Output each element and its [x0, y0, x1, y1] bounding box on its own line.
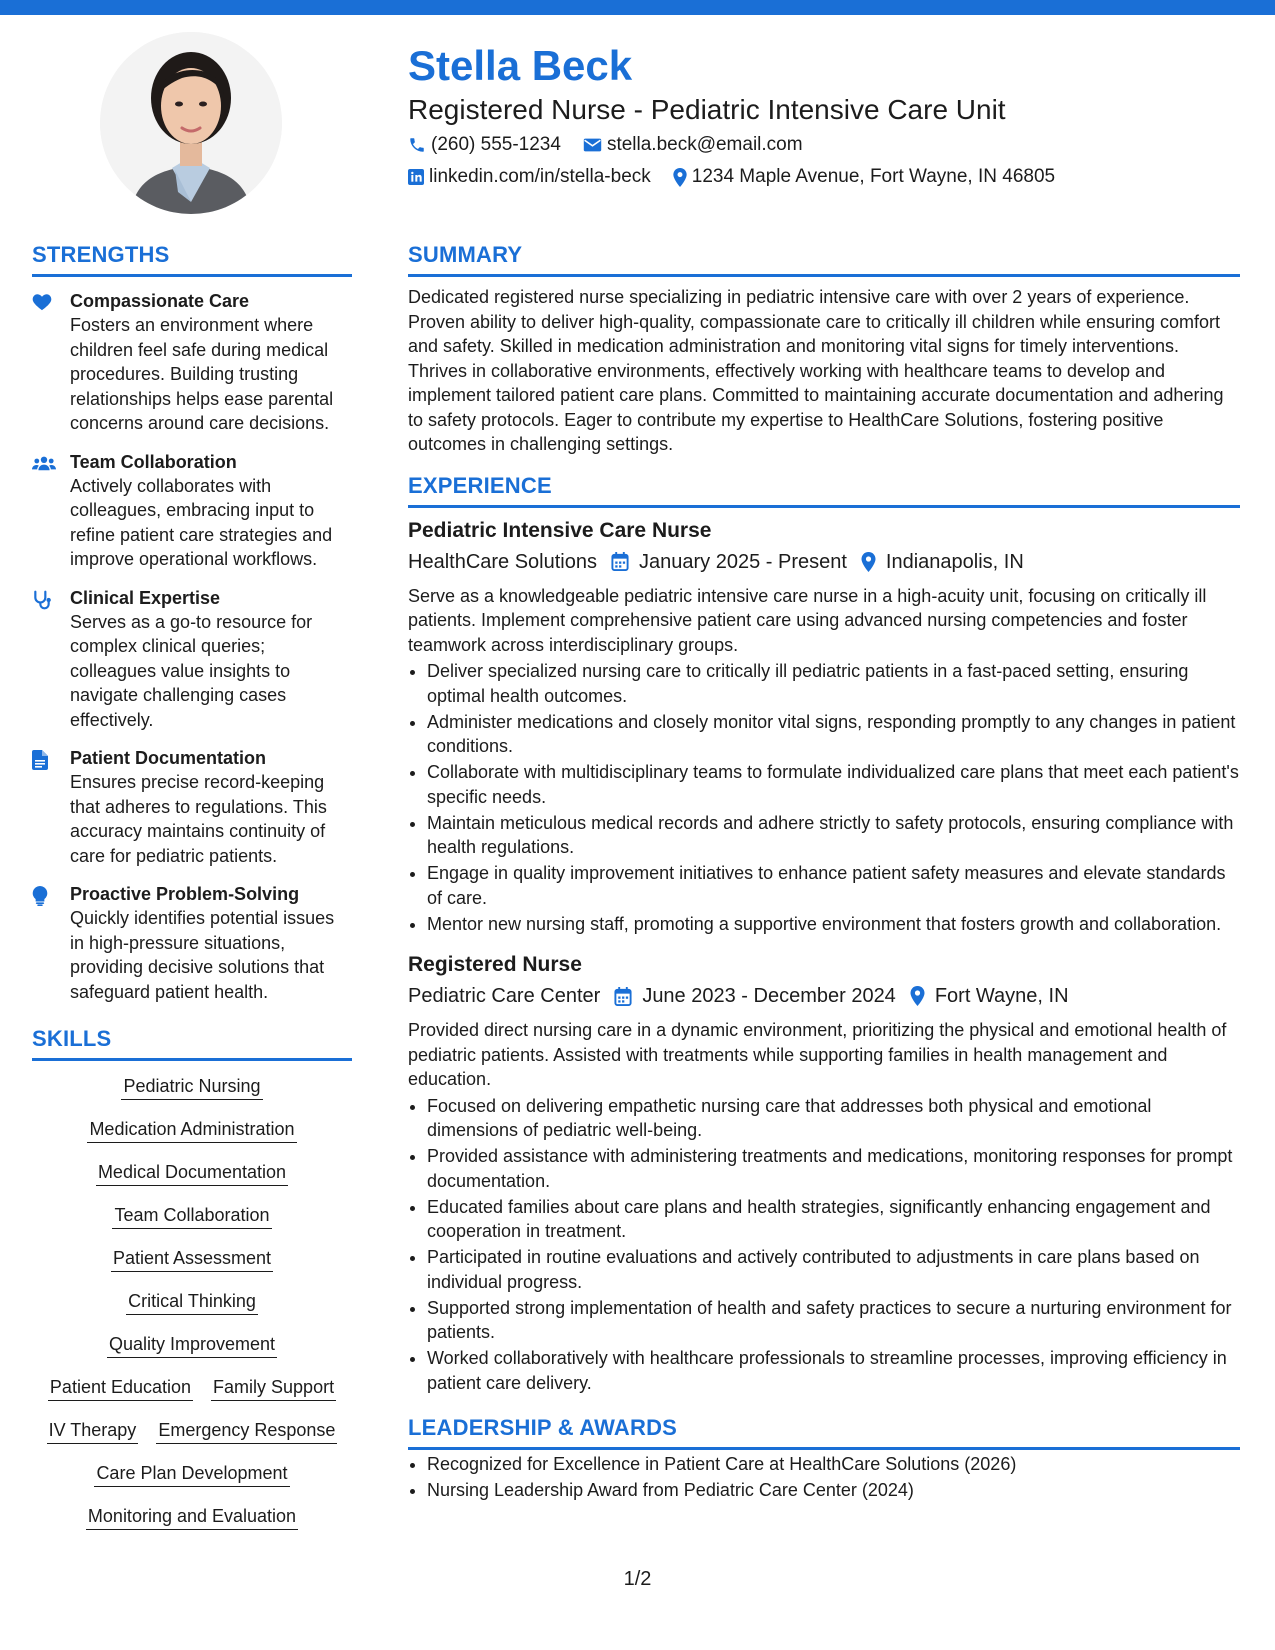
- strength-item: [32, 746, 352, 868]
- job-title: Registered Nurse: [408, 953, 582, 976]
- job-bullet: • Supported strong implementation of health and safety practices to secure a nurturing environment for patients.: [427, 1296, 1240, 1345]
- right-column: [408, 242, 1240, 1504]
- candidate-title: Registered Nurse - Pediatric Intensive Care Unit: [408, 94, 1006, 125]
- job-bullet: • Worked collaboratively with healthcare professionals to streamline processes, improving efficiency in patient care delivery.: [427, 1346, 1240, 1395]
- job-dates: January 2025 - Present: [639, 550, 847, 573]
- job-description: Serve as a knowledgeable pediatric intensive care nurse in a high-acuity unit, focusing on critically ill patients. Implement comprehensive patient care using advanced nursing competencies and foster teamwork across interdisciplinary groups.: [408, 585, 1207, 655]
- skills-list: [32, 1075, 352, 1548]
- job-location: Fort Wayne, IN: [934, 985, 1069, 1007]
- strength-desc: Serves as a go-to resource for complex clinical queries; colleagues value insights to navigate challenging cases effectively.: [70, 611, 313, 730]
- skill-tag: Quality Improvement: [107, 1333, 277, 1358]
- strength-title: Compassionate Care: [70, 291, 250, 311]
- document-icon: [32, 746, 70, 868]
- skill-tag: Critical Thinking: [126, 1290, 258, 1315]
- phone-contact: [408, 130, 561, 160]
- linkedin-text[interactable]: linkedin.com/in/stella-beck: [429, 166, 651, 187]
- address-text: 1234 Maple Avenue, Fort Wayne, IN 46805: [691, 166, 1056, 187]
- awards-list: [408, 1452, 1240, 1503]
- skill-tag: Family Support: [211, 1376, 336, 1401]
- top-accent-bar: [0, 0, 1275, 15]
- job-dates-wrap: [614, 980, 896, 1012]
- skill-tag: Pediatric Nursing: [121, 1075, 262, 1100]
- email-contact[interactable]: [583, 130, 803, 160]
- strength-item: [32, 586, 352, 733]
- job-description: Provided direct nursing care in a dynamic environment, prioritizing the physical and emotional health of pediatric patients. Assisted with treatments while supporting families in health management and education.: [408, 1020, 1227, 1089]
- users-icon: [32, 450, 70, 572]
- strength-item: [32, 289, 352, 436]
- calendar-icon: [611, 552, 629, 571]
- job-meta: [408, 980, 1240, 1012]
- skill-tag: Medical Documentation: [96, 1161, 288, 1186]
- strength-title: Team Collaboration: [70, 451, 237, 472]
- skill-tag: Team Collaboration: [112, 1204, 271, 1229]
- map-pin-icon: [910, 986, 925, 1006]
- map-pin-icon: [861, 552, 876, 572]
- phone-text: (260) 555-1234: [431, 134, 561, 155]
- job-entry: [408, 516, 1240, 937]
- strength-title: Clinical Expertise: [70, 587, 221, 608]
- linkedin-contact[interactable]: [408, 162, 651, 192]
- award-item: • Recognized for Excellence in Patient Care at HealthCare Solutions (2026): [427, 1452, 1240, 1477]
- job-bullet: • Mentor new nursing staff, promoting a supportive environment that fosters growth and collaboration.: [427, 912, 1240, 937]
- strength-desc: Ensures precise record-keeping that adheres to regulations. This accuracy maintains continuity of care for pediatric patients.: [70, 772, 327, 866]
- skill-tag: Medication Administration: [87, 1118, 296, 1143]
- skill-tag: IV Therapy: [47, 1419, 139, 1444]
- strength-item: [32, 450, 352, 572]
- award-item: • Nursing Leadership Award from Pediatric Care Center (2024): [427, 1478, 1240, 1503]
- resume-header: [408, 40, 1248, 192]
- experience-heading: EXPERIENCE: [408, 473, 1240, 508]
- strength-desc: Actively collaborates with colleagues, embracing input to refine patient care strategies and improve operational workflows.: [70, 475, 333, 569]
- job-bullet: • Focused on delivering empathetic nursing care that addresses both physical and emotional dimensions of pediatric well-being.: [427, 1094, 1240, 1143]
- job-entry: [408, 950, 1240, 1395]
- job-bullet: • Educated families about care plans and health strategies, significantly enhancing engagement and cooperation in treatment.: [427, 1195, 1240, 1244]
- job-company: Pediatric Care Center: [408, 985, 601, 1007]
- job-bullet: • Provided assistance with administering treatments and medications, monitoring responses for prompt documentation.: [427, 1144, 1240, 1193]
- skill-tag: Monitoring and Evaluation: [86, 1505, 298, 1530]
- contact-row-2: [408, 162, 1248, 192]
- strength-title: Patient Documentation: [70, 748, 267, 768]
- skill-tag: Patient Education: [48, 1376, 193, 1401]
- job-bullet: • Administer medications and closely monitor vital signs, responding promptly to any changes in patient conditions.: [427, 710, 1240, 759]
- job-bullets: [408, 659, 1240, 936]
- candidate-name: Stella Beck: [408, 42, 633, 89]
- strengths-list: [32, 289, 352, 1004]
- job-bullets: [408, 1094, 1240, 1396]
- skill-tag: Care Plan Development: [94, 1462, 289, 1487]
- awards-section: [408, 1415, 1240, 1503]
- job-location: Indianapolis, IN: [885, 550, 1024, 573]
- experience-section: [408, 473, 1240, 1396]
- job-title: Pediatric Intensive Care Nurse: [408, 518, 712, 542]
- calendar-icon: [614, 987, 632, 1006]
- job-bullet: • Engage in quality improvement initiatives to enhance patient safety measures and elevate standards of care.: [427, 861, 1240, 910]
- page-number: 1/2: [623, 1568, 652, 1590]
- strength-desc: Quickly identifies potential issues in high-pressure situations, providing decisive solutions that safeguard patient health.: [70, 908, 335, 1002]
- skills-section: [32, 1026, 352, 1548]
- lightbulb-icon: [32, 882, 70, 1004]
- job-bullet: • Maintain meticulous medical records and adhere strictly to safety protocols, ensuring compliance with health regulations.: [427, 811, 1240, 860]
- strength-title: Proactive Problem-Solving: [70, 884, 300, 904]
- strengths-heading: STRENGTHS: [32, 242, 352, 277]
- job-location-wrap: [910, 980, 1069, 1012]
- address-contact: [673, 162, 1055, 192]
- linkedin-icon: [408, 169, 424, 185]
- job-bullet: • Collaborate with multidisciplinary teams to formulate individualized care plans that meet each patient's specific needs.: [427, 760, 1240, 809]
- strength-desc: Fosters an environment where children feel safe during medical procedures. Building trusting relationships helps ease parental concerns around care decisions.: [70, 315, 334, 433]
- summary-text: Dedicated registered nurse specializing in pediatric intensive care with over 2 years of experience. Proven ability to deliver high-quality, compassionate care to critically ill children while ensuring comfort and safety. Skilled in medication administration and monitoring vital signs for timely interventions. Thrives in collaborative environments, effectively working with healthcare teams to develop and implement tailored patient care plans. Committed to maintaining accurate documentation and adhering to safety protocols. Eager to contribute my expertise to HealthCare Solutions, fostering positive outcomes in challenging settings.: [408, 287, 1224, 454]
- email-text[interactable]: stella.beck@email.com: [606, 134, 803, 155]
- left-column: [32, 242, 352, 1548]
- skill-tag: Emergency Response: [156, 1419, 337, 1444]
- summary-heading: SUMMARY: [408, 242, 1240, 277]
- contact-row-1: [408, 130, 1248, 160]
- job-bullet: • Participated in routine evaluations and actively contributed to adjustments in care plans based on individual progress.: [427, 1245, 1240, 1294]
- stethoscope-icon: [32, 586, 70, 733]
- heart-icon: [32, 289, 70, 436]
- profile-photo: [100, 32, 282, 214]
- awards-heading: LEADERSHIP & AWARDS: [408, 1415, 1240, 1450]
- job-meta: [408, 546, 1240, 578]
- job-dates-wrap: [611, 546, 847, 578]
- strength-item: [32, 882, 352, 1004]
- skill-tag: Patient Assessment: [111, 1247, 273, 1272]
- envelope-icon: [583, 137, 602, 153]
- job-company: HealthCare Solutions: [408, 550, 597, 573]
- job-bullet: • Deliver specialized nursing care to critically ill pediatric patients in a fast-paced setting, ensuring optimal health outcomes.: [427, 659, 1240, 708]
- skills-heading: SKILLS: [32, 1026, 352, 1061]
- job-dates: June 2023 - December 2024: [642, 985, 896, 1007]
- phone-icon: [408, 136, 426, 154]
- map-pin-icon: [673, 168, 687, 187]
- job-location-wrap: [861, 546, 1024, 578]
